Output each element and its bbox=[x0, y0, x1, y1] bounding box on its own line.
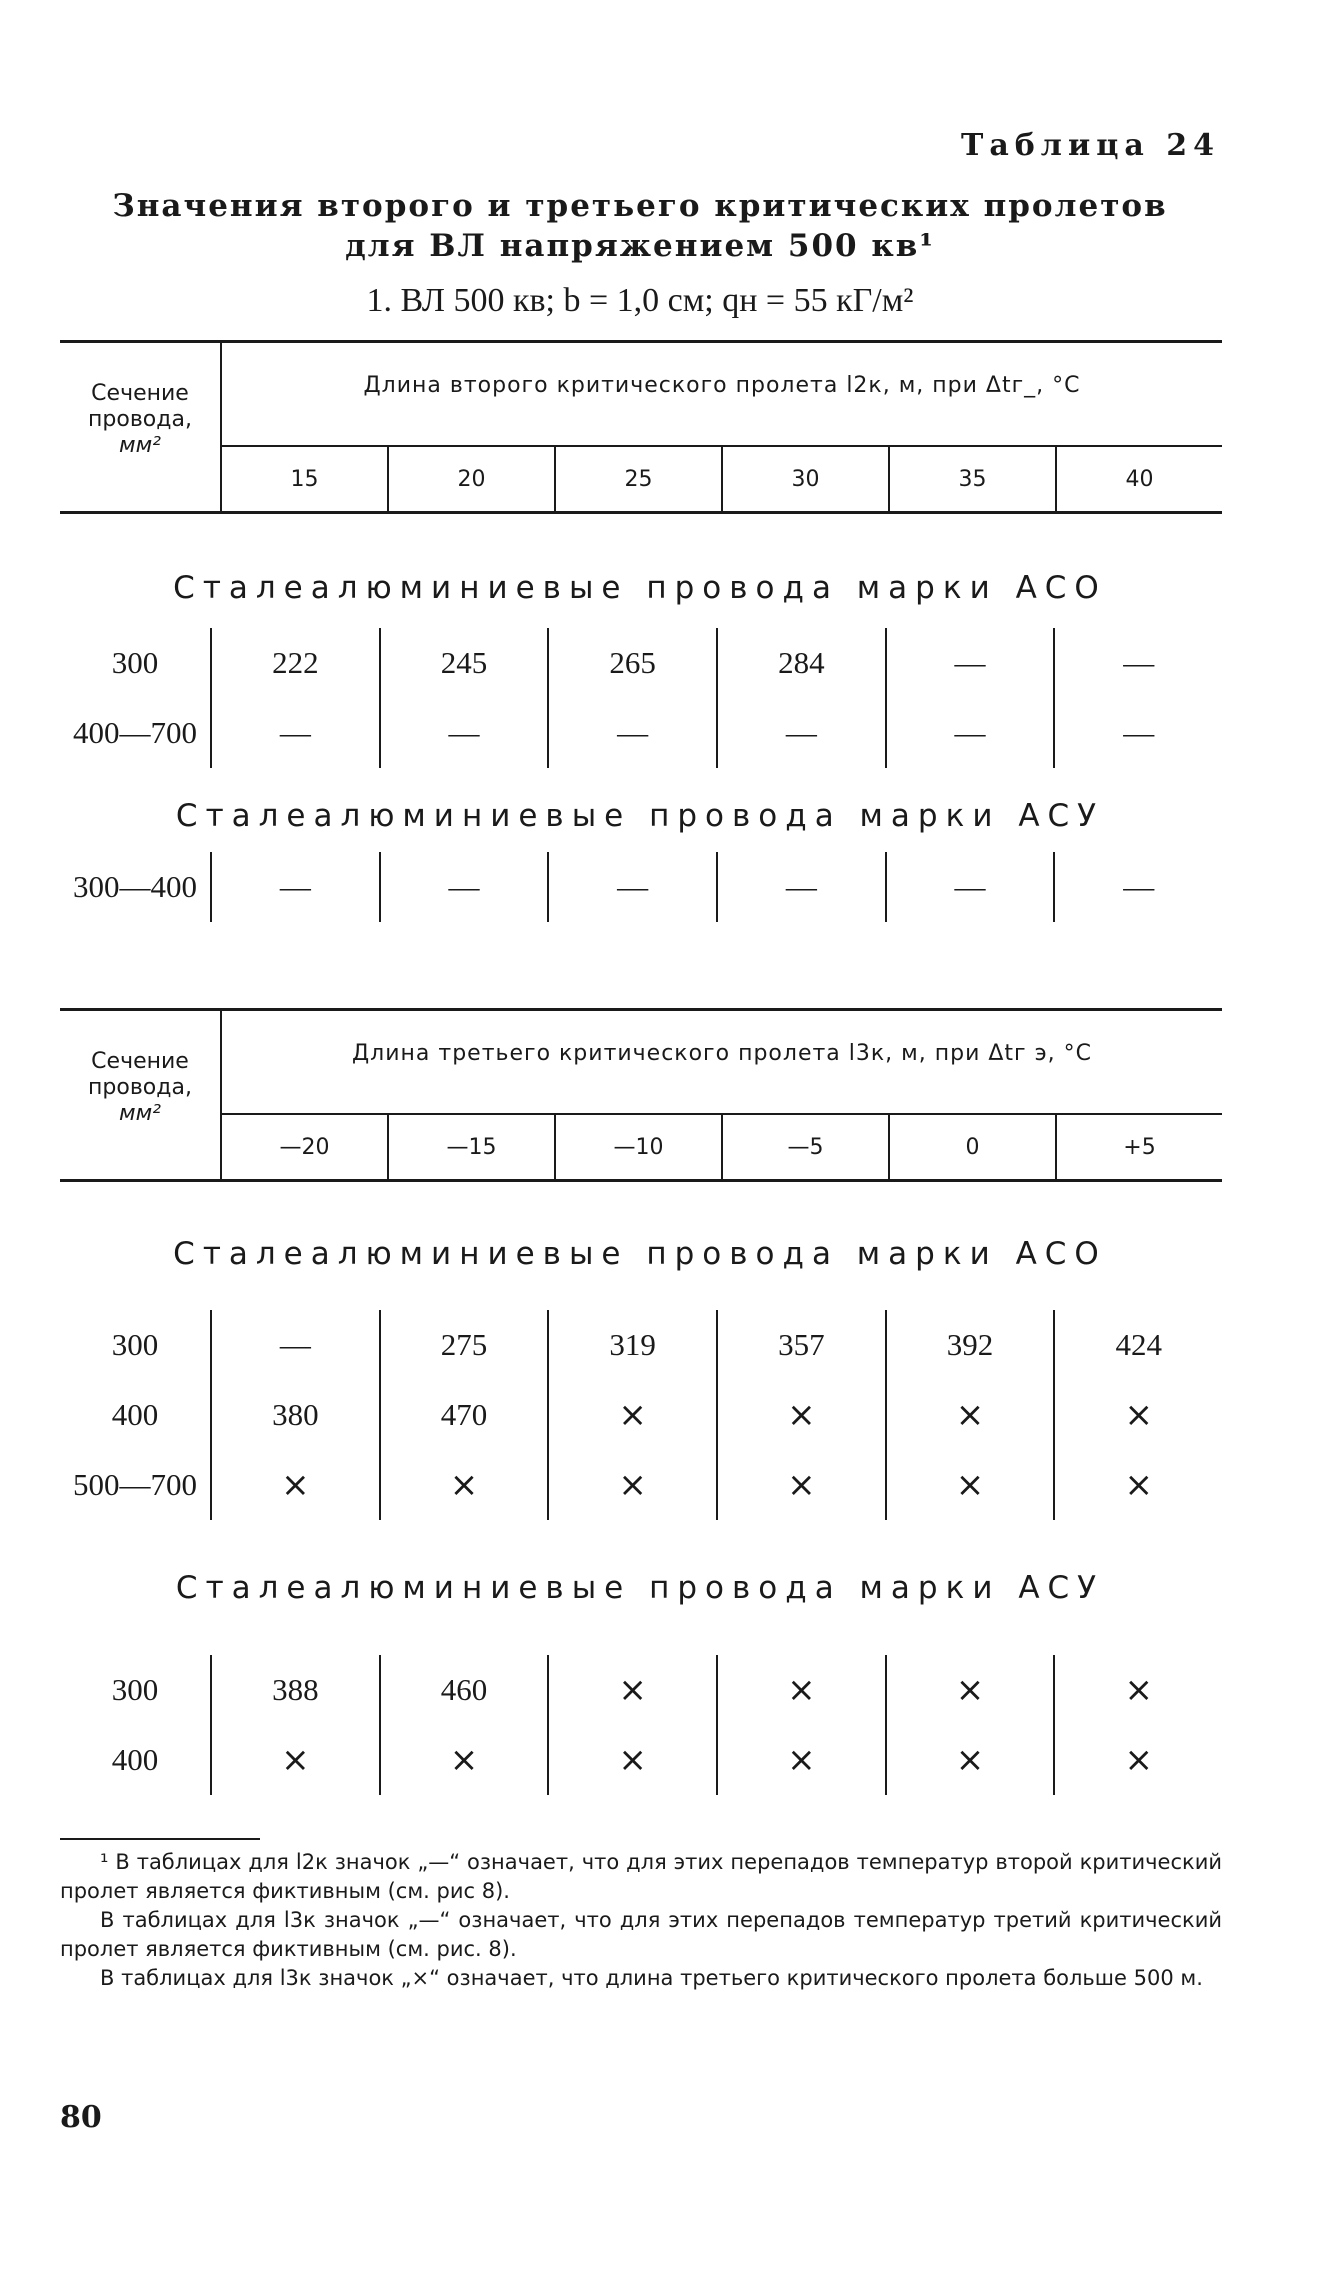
table-cell: × bbox=[716, 1655, 885, 1725]
table-cell: — bbox=[885, 628, 1054, 698]
table-cell: 470 bbox=[379, 1380, 548, 1450]
section2-group1-rows bbox=[60, 1310, 1222, 1520]
column-header: —10 bbox=[554, 1115, 721, 1179]
table-subtitle: 1. ВЛ 500 кв; b = 1,0 см; qн = 55 кГ/м² bbox=[366, 282, 914, 319]
table-cell: — bbox=[279, 1327, 311, 1362]
column-header: 30 bbox=[721, 447, 888, 511]
table-cell: × bbox=[281, 1740, 310, 1780]
table-cell: 392 bbox=[885, 1310, 1054, 1380]
group-title: Сталеалюминиевые провода марки АСО bbox=[173, 1236, 1107, 1272]
table-cell: 222 bbox=[272, 645, 319, 680]
document-page bbox=[60, 0, 1220, 2269]
section1-group2-rows bbox=[60, 852, 1222, 922]
footnote: В таблицах для l3к значок „—“ означает, что для этих перепадов температур третий критический пролет является фиктивным (см. рис. 8). bbox=[60, 1908, 1222, 1961]
column-header: +5 bbox=[1055, 1115, 1222, 1179]
table-row bbox=[60, 1310, 1222, 1380]
row-section: 400—700 bbox=[73, 715, 197, 750]
table-cell: × bbox=[716, 1450, 885, 1520]
footnote: В таблицах для l3к значок „×“ означает, что длина третьего критического пролета больше 500 м. bbox=[100, 1966, 1203, 1990]
section2-group2-rows bbox=[60, 1655, 1222, 1795]
section1-section-label: Сечение провода, мм² bbox=[88, 381, 192, 458]
section2-header bbox=[60, 1008, 1222, 1182]
table-cell: × bbox=[885, 1725, 1054, 1795]
footnote-rule bbox=[60, 1838, 260, 1840]
table-cell: — bbox=[716, 698, 885, 768]
table-cell: — bbox=[279, 715, 311, 750]
table-cell: — bbox=[1053, 698, 1222, 768]
column-header: —15 bbox=[387, 1115, 554, 1179]
table-cell: × bbox=[885, 1380, 1054, 1450]
column-header: 25 bbox=[554, 447, 721, 511]
table-cell: — bbox=[885, 852, 1054, 922]
column-header: 40 bbox=[1055, 447, 1222, 511]
column-header: —20 bbox=[279, 1135, 330, 1160]
table-cell: — bbox=[885, 698, 1054, 768]
table-cell: 460 bbox=[379, 1655, 548, 1725]
table-cell: 380 bbox=[272, 1397, 319, 1432]
row-section: 300 bbox=[111, 1327, 159, 1362]
table-row bbox=[60, 1655, 1222, 1725]
column-header: 15 bbox=[290, 467, 319, 492]
column-header: 35 bbox=[888, 447, 1055, 511]
table-cell: — bbox=[379, 698, 548, 768]
table-row bbox=[60, 698, 1222, 768]
table-title bbox=[60, 186, 1220, 266]
section2-column-headers bbox=[222, 1115, 1222, 1179]
table-cell: × bbox=[1053, 1450, 1222, 1520]
column-header: —5 bbox=[721, 1115, 888, 1179]
section1-group1-rows bbox=[60, 628, 1222, 768]
table-cell: — bbox=[279, 869, 311, 904]
table-cell: 245 bbox=[379, 628, 548, 698]
table-cell: × bbox=[885, 1450, 1054, 1520]
table-cell: × bbox=[379, 1725, 548, 1795]
table-row bbox=[60, 1450, 1222, 1520]
table-cell: 388 bbox=[272, 1672, 319, 1707]
footnotes bbox=[60, 1848, 1222, 1993]
table-cell: — bbox=[1053, 628, 1222, 698]
table-cell: 284 bbox=[716, 628, 885, 698]
column-header: 0 bbox=[888, 1115, 1055, 1179]
table-cell: — bbox=[1053, 852, 1222, 922]
table-cell: — bbox=[716, 852, 885, 922]
row-section: 400 bbox=[111, 1397, 159, 1432]
row-section: 400 bbox=[111, 1742, 159, 1777]
section2-caption: Длина третьего критического пролета l3к, м, при Δtг э, °С bbox=[351, 1041, 1093, 1066]
group-title: Сталеалюминиевые провода марки АСО bbox=[173, 570, 1107, 606]
table-cell: × bbox=[716, 1380, 885, 1450]
section1-header bbox=[60, 340, 1222, 514]
table-cell: × bbox=[547, 1380, 716, 1450]
table-label: Таблица 24 bbox=[961, 128, 1220, 163]
table-cell: × bbox=[547, 1655, 716, 1725]
group-title: Сталеалюминиевые провода марки АСУ bbox=[175, 1570, 1105, 1606]
table-cell: 265 bbox=[547, 628, 716, 698]
page-number: 80 bbox=[60, 2100, 102, 2135]
table-cell: — bbox=[547, 698, 716, 768]
table-cell: × bbox=[281, 1465, 310, 1505]
table-cell: × bbox=[716, 1725, 885, 1795]
row-section: 300 bbox=[111, 1672, 159, 1707]
table-cell: — bbox=[547, 852, 716, 922]
table-cell: — bbox=[379, 852, 548, 922]
column-header: 20 bbox=[387, 447, 554, 511]
title-line-1: Значения второго и третьего критических пролетов bbox=[112, 188, 1168, 224]
table-cell: × bbox=[379, 1450, 548, 1520]
footnote: ¹ В таблицах для l2к значок „—“ означает, что для этих перепадов температур второй критический пролет является фиктивным (см. рис 8). bbox=[60, 1850, 1222, 1903]
section1-column-headers bbox=[222, 447, 1222, 511]
table-row bbox=[60, 1725, 1222, 1795]
table-row bbox=[60, 852, 1222, 922]
table-cell: × bbox=[547, 1725, 716, 1795]
table-cell: × bbox=[1053, 1380, 1222, 1450]
table-row bbox=[60, 1380, 1222, 1450]
section1-caption: Длина второго критического пролета l2к, м, при Δtг_, °С bbox=[363, 373, 1081, 398]
table-cell: × bbox=[547, 1450, 716, 1520]
row-section: 300—400 bbox=[73, 869, 197, 904]
row-section: 300 bbox=[111, 645, 159, 680]
table-cell: 319 bbox=[547, 1310, 716, 1380]
table-cell: 275 bbox=[379, 1310, 548, 1380]
section2-section-label: Сечение провода, мм² bbox=[88, 1049, 192, 1126]
table-cell: 357 bbox=[716, 1310, 885, 1380]
row-section: 500—700 bbox=[73, 1467, 197, 1502]
table-cell: × bbox=[1053, 1655, 1222, 1725]
table-cell: 424 bbox=[1053, 1310, 1222, 1380]
table-row bbox=[60, 628, 1222, 698]
group-title: Сталеалюминиевые провода марки АСУ bbox=[175, 798, 1105, 834]
table-cell: × bbox=[885, 1655, 1054, 1725]
title-line-2: для ВЛ напряжением 500 кв¹ bbox=[345, 228, 935, 264]
table-cell: × bbox=[1053, 1725, 1222, 1795]
